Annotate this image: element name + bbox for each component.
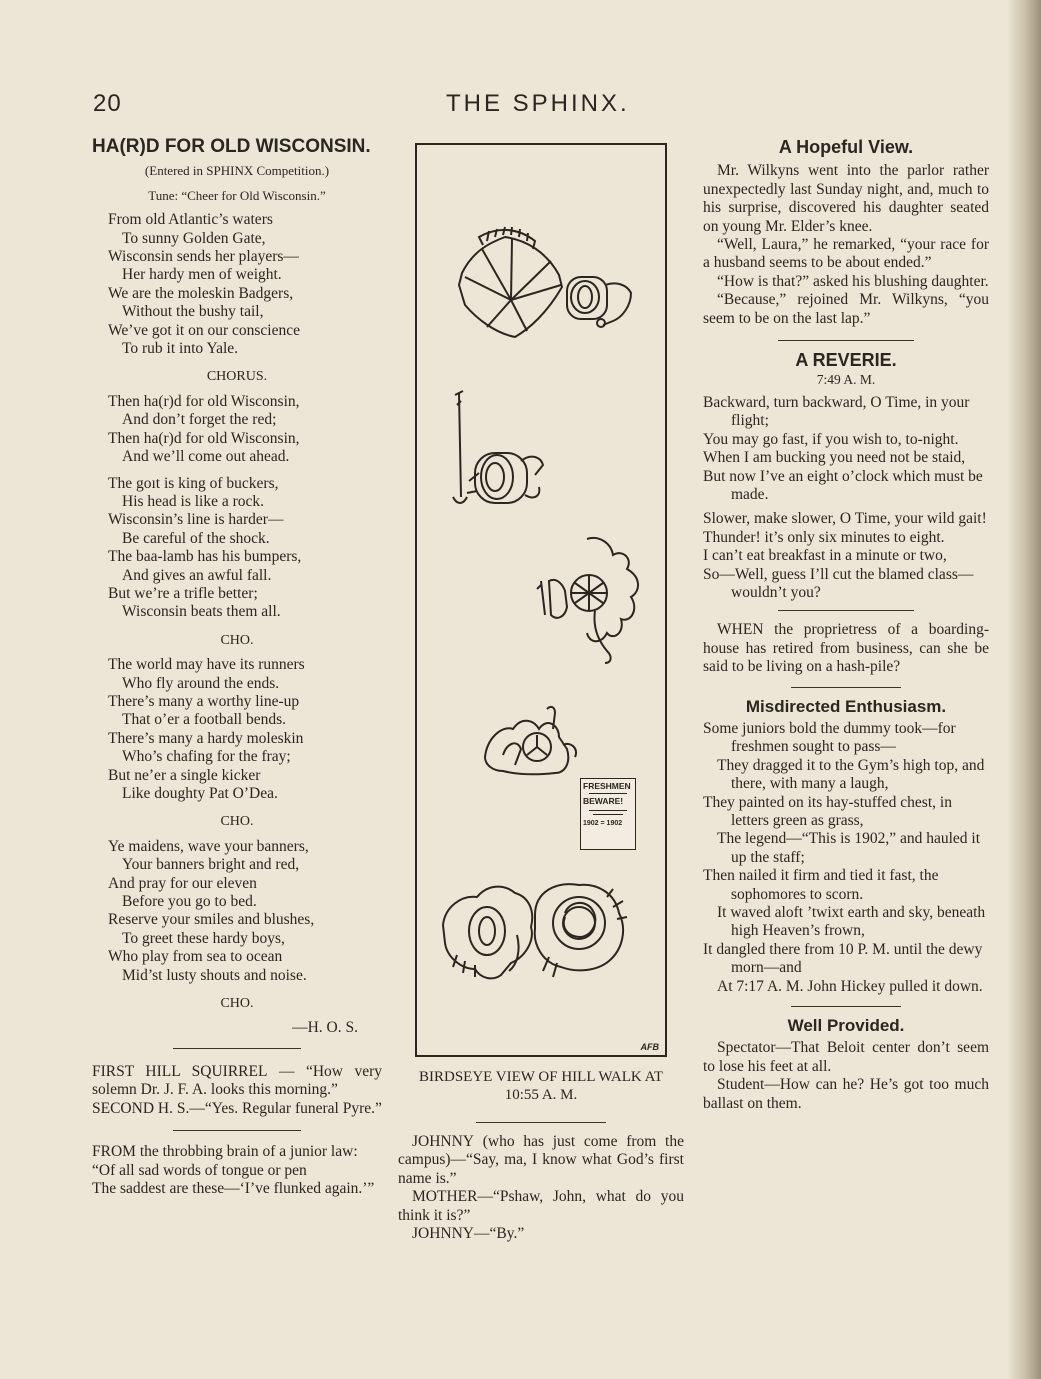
freshmen-beware-sign <box>580 778 636 850</box>
verse-line: They dragged it to the Gym’s high top, and there, with many a laugh, <box>717 756 985 793</box>
law-quote-line: The saddest are these—‘I’ve flunked again.’” <box>92 1179 375 1197</box>
verse-line: Her hardy men of weight. <box>122 266 282 284</box>
poem-entry-note: (Entered in SPHINX Competition.) <box>144 163 330 179</box>
boarding-house-joke <box>703 621 989 676</box>
joke-text: — “How very solemn Dr. J. F. A. looks this morning.” <box>92 1062 382 1099</box>
dialogue-line: Spectator—That Beloit center don’t seem to lose his feet at all. <box>703 1039 989 1075</box>
squirrel-joke <box>92 1063 382 1100</box>
verse-line: Backward, turn backward, O Time, in your flight; <box>703 393 970 430</box>
verse-line: The world may have its runners <box>108 656 305 674</box>
birdseye-illustration <box>415 143 667 1057</box>
verse-line: His head is like a rock. <box>122 492 265 510</box>
verse-line: The legend—“This is 1902,” and hauled it up the staff; <box>717 830 981 866</box>
verse-line: Like doughty Pat O’Dea. <box>122 785 278 802</box>
verse-line: And we’ll come out ahead. <box>122 448 290 466</box>
verse-line: It dangled there from 10 P. M. until the dewy morn—and <box>703 940 983 977</box>
umbrella-figure <box>459 227 631 337</box>
mother-reply <box>398 1188 684 1225</box>
section-title: A Hopeful View. <box>778 137 914 157</box>
story-paragraph: “Well, Laura,” he remarked, “your race for a husband seems to be about ended.” <box>703 236 989 272</box>
verse-line: We are the moleskin Badgers, <box>108 284 294 302</box>
joke-text: H. S.—“Yes. Regular funeral Pyre.” <box>154 1099 382 1117</box>
verse-line: I can’t eat breakfast in a minute or two, <box>703 547 947 565</box>
johnny-answer <box>398 1225 684 1243</box>
verse-line: But we’re a trifle better; <box>108 584 258 602</box>
speaker-name: MOTHER <box>412 1188 478 1206</box>
speaker-name: FIRST HILL SQUIRREL <box>92 1062 268 1080</box>
running-title: THE SPHINX. <box>446 90 630 117</box>
story-paragraph: “How is that?” asked his blushing daughter. <box>717 272 989 290</box>
joke-text: the proprietress of a boarding-house has retired from business, can she be said to be living on a hash-pile? <box>703 621 989 676</box>
verse-line: Thunder! it’s only six minutes to eight. <box>703 528 945 546</box>
lead-word: WHEN <box>717 621 764 639</box>
divider <box>173 1048 301 1049</box>
caption-line: BIRDSEYE VIEW OF HILL WALK AT <box>418 1069 664 1085</box>
column-right <box>703 138 989 1113</box>
reverie-time: 7:49 A. M. <box>816 372 876 388</box>
verse-line: Mid’st lusty shouts and noise. <box>122 966 307 984</box>
dialogue-line: Student—How can he? He’s got too much ballast on them. <box>703 1076 989 1112</box>
sign-line: 1902 = 1902 <box>583 820 623 827</box>
divider <box>173 1130 301 1131</box>
page-edge-shadow <box>1007 0 1041 1379</box>
dialogue-text: (who has just come from the campus)—“Say, ma, I know what God’s first name is.” <box>398 1133 684 1187</box>
verse-line: Wisconsin’s line is harder— <box>108 511 284 529</box>
crowd-figure <box>485 707 576 774</box>
verse-line: Before you go to bed. <box>122 893 257 911</box>
verse-line: Without the bushy tail, <box>122 303 264 321</box>
divider <box>791 687 901 688</box>
verse-line: To sunny Golden Gate, <box>122 229 266 247</box>
speaker-name: JOHNNY <box>412 1133 474 1150</box>
football-cartoon <box>417 145 665 1055</box>
verse-line: To greet these hardy boys, <box>122 929 285 947</box>
torch-figure <box>453 391 543 503</box>
verse-line: And pray for our eleven <box>108 874 257 892</box>
column-left <box>92 138 382 1198</box>
dialogue-text: —“By.” <box>474 1225 525 1243</box>
column-middle <box>398 1122 684 1243</box>
stanza-4 <box>108 838 382 985</box>
verse-line: Then ha(r)d for old Wisconsin, <box>108 429 300 447</box>
sign-line: BEWARE! <box>583 796 624 806</box>
verse-line: You may go fast, if you wish to, to-night. <box>703 430 959 448</box>
verse-line: Who’s chafing for the fray; <box>122 748 291 766</box>
verse-line: That o’er a football bends. <box>122 711 286 729</box>
speaker-name: JOHNNY <box>412 1225 474 1243</box>
swirling-figure <box>537 538 638 663</box>
verse-line: At 7:17 A. M. John Hickey pulled it down. <box>717 977 983 995</box>
verse-line: Reserve your smiles and blushes, <box>108 911 315 929</box>
poem-title: HA(R)D FOR OLD WISCONSIN. <box>92 136 371 157</box>
verse-line: When I am bucking you need not be staid, <box>703 449 966 467</box>
law-intro <box>92 1143 382 1161</box>
artist-initials: AFB <box>640 1042 659 1052</box>
stanza-1 <box>108 211 382 358</box>
verse-line: To rub it into Yale. <box>122 340 239 358</box>
verse-line: They painted on its hay-stuffed chest, in letters green as grass, <box>703 793 952 829</box>
divider <box>791 1006 901 1007</box>
stanza-3 <box>108 656 382 803</box>
chorus-label: CHO. <box>220 632 254 648</box>
law-quote-line: “Of all sad words of tongue or pen <box>92 1161 307 1179</box>
illustration-caption <box>398 1068 684 1104</box>
poem-tune-note: Tune: “Cheer for Old Wisconsin.” <box>148 187 326 203</box>
divider <box>476 1122 606 1123</box>
page-number: 20 <box>93 90 122 117</box>
sign-line: FRESHMEN <box>583 781 631 791</box>
verse-line: From old Atlantic’s waters <box>108 211 273 229</box>
verse-line: So—Well, guess I’ll cut the blamed class—wouldn’t you? <box>703 565 974 601</box>
verse-line: But now I’ve an eight o’clock which must be made. <box>703 467 983 503</box>
poem-signature: —H. O. S. <box>292 1019 358 1037</box>
verse-line: Then nailed it firm and tied it fast, the sophomores to scorn. <box>703 867 939 903</box>
verse-line: Ye maidens, wave your banners, <box>108 837 309 855</box>
divider <box>778 340 914 341</box>
lead-word: FROM <box>92 1143 136 1161</box>
verse-line: There’s many a hardy moleskin <box>108 729 304 747</box>
story-paragraph: Mr. Wilkyns went into the parlor rather unexpectedly last Sunday night, and, much to his surprise, discovered his daughter seated on young Mr. Elder’s knee. <box>703 162 989 235</box>
verse-line: Who fly around the ends. <box>122 674 280 692</box>
verse-line: There’s many a worthy line-up <box>108 692 300 710</box>
caption-line: 10:55 A. M. <box>504 1087 578 1103</box>
verse-line: Be careful of the shock. <box>122 529 270 547</box>
chorus <box>108 393 382 467</box>
verse-line: The goıt is king of buckers, <box>108 474 279 492</box>
story-paragraph: “Because,” rejoined Mr. Wilkyns, “you seem to be on the last lap.” <box>703 291 989 327</box>
section-title: A REVERIE. <box>795 350 897 371</box>
verse-line: Slower, make slower, O Time, your wild gait! <box>703 510 987 528</box>
chorus-label: CHO. <box>220 996 254 1012</box>
tumbling-figures <box>443 884 627 978</box>
verse-line: Wisconsin sends her players— <box>108 248 299 266</box>
verse-line: Your banners bright and red, <box>122 856 300 874</box>
verse-line: The baa-lamb has his bumpers, <box>108 548 302 566</box>
verse-line: Wisconsin beats them all. <box>122 603 281 621</box>
divider <box>778 610 914 611</box>
speaker-name: SECOND <box>92 1099 155 1117</box>
verse-line: And gives an awful fall. <box>122 566 272 584</box>
verse-line: But ne’er a single kicker <box>108 766 261 784</box>
chorus-label: CHO. <box>220 814 254 830</box>
verse-line: Some juniors bold the dummy took—for freshmen sought to pass— <box>703 719 956 756</box>
verse-line: We’ve got it on our conscience <box>108 321 301 339</box>
verse-line: It waved aloft ’twixt earth and sky, beneath high Heaven’s frown, <box>717 904 986 940</box>
section-title: Well Provided. <box>787 1016 905 1036</box>
chorus-label: CHORUS. <box>206 369 268 385</box>
stanza-2 <box>108 475 382 622</box>
intro-text: the throbbing brain of a junior law: <box>135 1143 358 1161</box>
section-title: Misdirected Enthusiasm. <box>745 696 947 716</box>
dialogue-text: —“Pshaw, John, what do you think it is?” <box>398 1188 684 1224</box>
squirrel-reply <box>92 1100 382 1118</box>
verse-line: Then ha(r)d for old Wisconsin, <box>108 392 300 410</box>
johnny-question <box>398 1133 684 1188</box>
verse-line: Who play from sea to ocean <box>108 948 283 966</box>
verse-line: And don’t forget the red; <box>122 411 277 429</box>
